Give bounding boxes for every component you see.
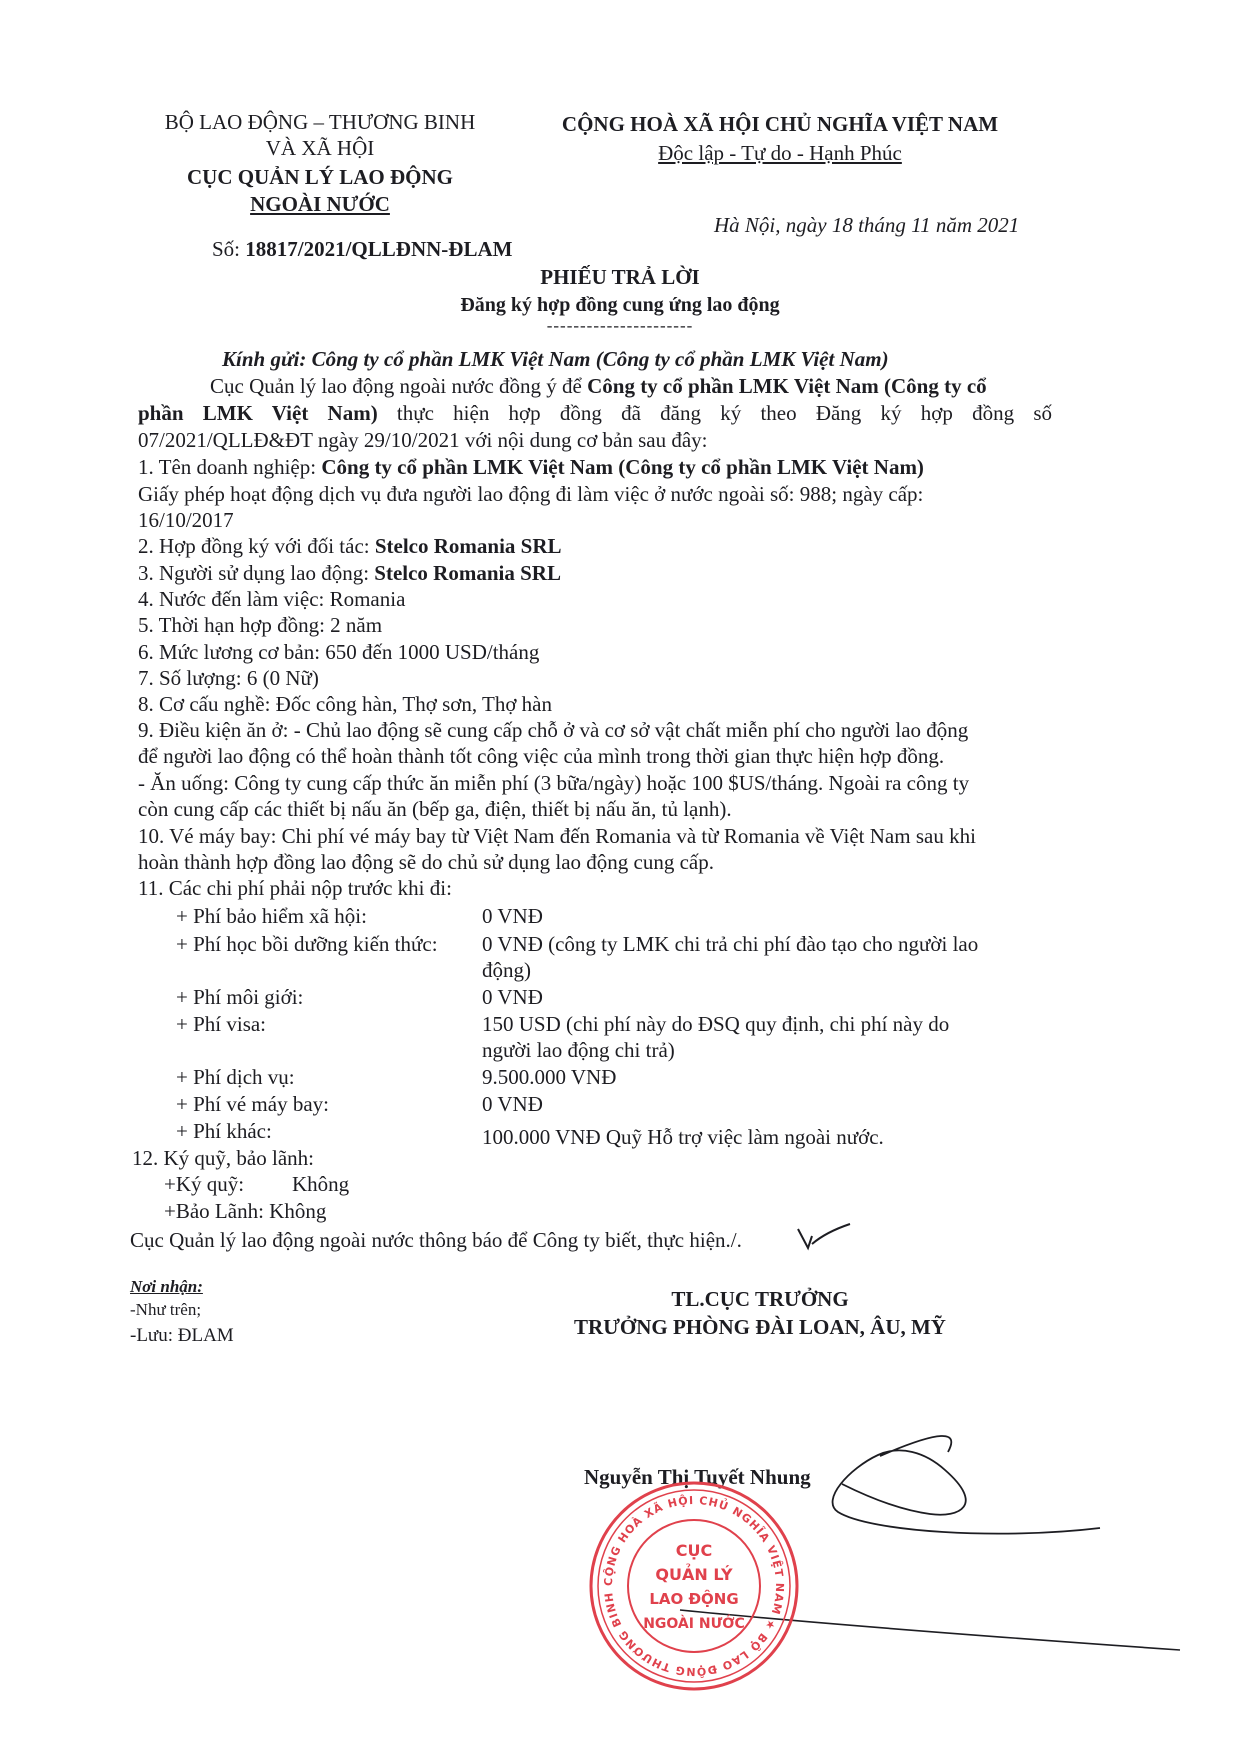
fee-value: 0 VNĐ (công ty LMK chi trả chi phí đào tạo cho người lao bbox=[482, 932, 979, 956]
license-line1: Giấy phép hoạt động dịch vụ đưa người lao động đi làm việc ở nước ngoài số: 988; ngày cấp: bbox=[138, 482, 924, 506]
item-12: 12. Ký quỹ, bảo lãnh: bbox=[132, 1146, 314, 1170]
item-5: 5. Thời hạn hợp đồng: 2 năm bbox=[138, 613, 383, 637]
fee-label: + Phí môi giới: bbox=[176, 985, 304, 1009]
deposit-value: Không bbox=[292, 1172, 350, 1196]
intro-line2: phần LMK Việt Nam) thực hiện hợp đồng đã đăng ký theo Đăng ký hợp đồng số bbox=[138, 401, 1052, 425]
fee-label: + Phí học bồi dưỡng kiến thức: bbox=[176, 932, 438, 956]
recipients-title: Nơi nhận: bbox=[130, 1277, 203, 1296]
intro-line3: 07/2021/QLLĐ&ĐT ngày 29/10/2021 với nội dung cơ bản sau đây: bbox=[138, 428, 708, 452]
recipients-line1: -Như trên; bbox=[130, 1300, 202, 1319]
intro-line1: Cục Quản lý lao động ngoài nước đồng ý để Công ty cổ phần LMK Việt Nam (Công ty cổ bbox=[210, 374, 987, 398]
seal-center-1: CỤC bbox=[675, 1541, 713, 1560]
seal-ring-text: CỘNG HOÀ XÃ HỘI CHỦ NGHĨA VIỆT NAM ★ BỘ LAO ĐỘNG THƯƠNG BINH bbox=[601, 1493, 787, 1679]
seal-center-4: NGOÀI NƯỚC bbox=[643, 1616, 745, 1632]
dept-line2: NGOÀI NƯỚC bbox=[250, 192, 390, 216]
fee-label: + Phí vé máy bay: bbox=[176, 1092, 329, 1116]
item-8: 8. Cơ cấu nghề: Đốc công hàn, Thợ sơn, Thợ hàn bbox=[138, 692, 552, 716]
fee-value-cont: động) bbox=[482, 958, 531, 982]
fee-value: 150 USD (chi phí này do ĐSQ quy định, chi phí này do bbox=[482, 1012, 950, 1036]
fee-label: + Phí visa: bbox=[176, 1012, 267, 1036]
country-name: CỘNG HOÀ XÃ HỘI CHỦ NGHĨA VIỆT NAM bbox=[561, 112, 999, 136]
item-9-line3: - Ăn uống: Công ty cung cấp thức ăn miễn phí (3 bữa/ngày) hoặc 100 $US/tháng. Ngoài ra công ty bbox=[138, 771, 970, 795]
fee-value-cont: người lao động chi trả) bbox=[482, 1038, 675, 1062]
fee-value: 0 VNĐ bbox=[482, 985, 543, 1009]
item-2: 2. Hợp đồng ký với đối tác: Stelco Romania SRL bbox=[138, 534, 562, 558]
item-3: 3. Người sử dụng lao động: Stelco Romania SRL bbox=[138, 561, 561, 585]
salutation: Kính gửi: Công ty cổ phần LMK Việt Nam (Công ty cổ phần LMK Việt Nam) bbox=[222, 347, 889, 371]
ministry-line2: VÀ XÃ HỘI bbox=[265, 136, 375, 160]
item-6: 6. Mức lương cơ bản: 650 đến 1000 USD/tháng bbox=[138, 640, 540, 664]
item-1: 1. Tên doanh nghiệp: Công ty cổ phần LMK Việt Nam (Công ty cổ phần LMK Việt Nam) bbox=[138, 455, 924, 479]
fee-label: + Phí bảo hiểm xã hội: bbox=[176, 904, 367, 928]
fee-label: + Phí dịch vụ: bbox=[176, 1065, 295, 1089]
item-11: 11. Các chi phí phải nộp trước khi đi: bbox=[138, 876, 452, 900]
motto: Độc lập - Tự do - Hạnh Phúc bbox=[658, 141, 902, 165]
place-date: Hà Nội, ngày 18 tháng 11 năm 2021 bbox=[714, 213, 1020, 237]
seal-center-3: LAO ĐỘNG bbox=[649, 1590, 739, 1608]
doc-title: PHIẾU TRẢ LỜI bbox=[540, 265, 700, 289]
signer-name: Nguyễn Thị Tuyết Nhung bbox=[584, 1465, 811, 1489]
guarantee: +Bảo Lãnh: Không bbox=[164, 1199, 327, 1223]
item-4: 4. Nước đến làm việc: Romania bbox=[138, 587, 406, 611]
title-rule: ---------------------- bbox=[546, 316, 694, 335]
fee-value: 0 VNĐ bbox=[482, 1092, 543, 1116]
item-10-line1: 10. Vé máy bay: Chi phí vé máy bay từ Việt Nam đến Romania và từ Romania về Việt Nam sau khi bbox=[138, 824, 976, 848]
ministry-line1: BỘ LAO ĐỘNG – THƯƠNG BINH bbox=[164, 110, 476, 134]
item-9-line2: để người lao động có thể hoàn thành tốt công việc của mình trong thời gian thực hiện hợp đồng. bbox=[138, 744, 945, 768]
item-10-line2: hoàn thành hợp đồng lao động sẽ do chủ sử dụng lao động cung cấp. bbox=[138, 850, 714, 874]
deposit-label: +Ký quỹ: bbox=[164, 1172, 245, 1196]
official-seal bbox=[586, 1478, 802, 1694]
fee-value: 0 VNĐ bbox=[482, 904, 543, 928]
document-number: Số: 18817/2021/QLLĐNN-ĐLAM bbox=[212, 237, 513, 261]
fee-label: + Phí khác: bbox=[176, 1119, 272, 1143]
recipients-line2: -Lưu: ĐLAM bbox=[130, 1325, 234, 1346]
dept-line1: CỤC QUẢN LÝ LAO ĐỘNG bbox=[186, 165, 453, 189]
fee-value: 100.000 VNĐ Quỹ Hỗ trợ việc làm ngoài nước. bbox=[482, 1125, 884, 1149]
signature-line2: TRƯỞNG PHÒNG ĐÀI LOAN, ÂU, MỸ bbox=[574, 1315, 946, 1339]
license-line2: 16/10/2017 bbox=[138, 508, 234, 532]
seal-center-2: QUẢN LÝ bbox=[655, 1565, 733, 1584]
signature-line1: TL.CỤC TRƯỞNG bbox=[671, 1287, 849, 1311]
closing-line: Cục Quản lý lao động ngoài nước thông báo để Công ty biết, thực hiện./. bbox=[130, 1228, 742, 1252]
fee-value: 9.500.000 VNĐ bbox=[482, 1065, 617, 1089]
item-7: 7. Số lượng: 6 (0 Nữ) bbox=[138, 666, 319, 690]
doc-subtitle: Đăng ký hợp đồng cung ứng lao động bbox=[460, 294, 780, 316]
seal-icon bbox=[586, 1478, 802, 1694]
item-9-line4: còn cung cấp các thiết bị nấu ăn (bếp ga, điện, thiết bị nấu ăn, tủ lạnh). bbox=[138, 797, 732, 821]
item-9-line1: 9. Điều kiện ăn ở: - Chủ lao động sẽ cung cấp chỗ ở và cơ sở vật chất miễn phí cho người lao động bbox=[138, 718, 969, 742]
